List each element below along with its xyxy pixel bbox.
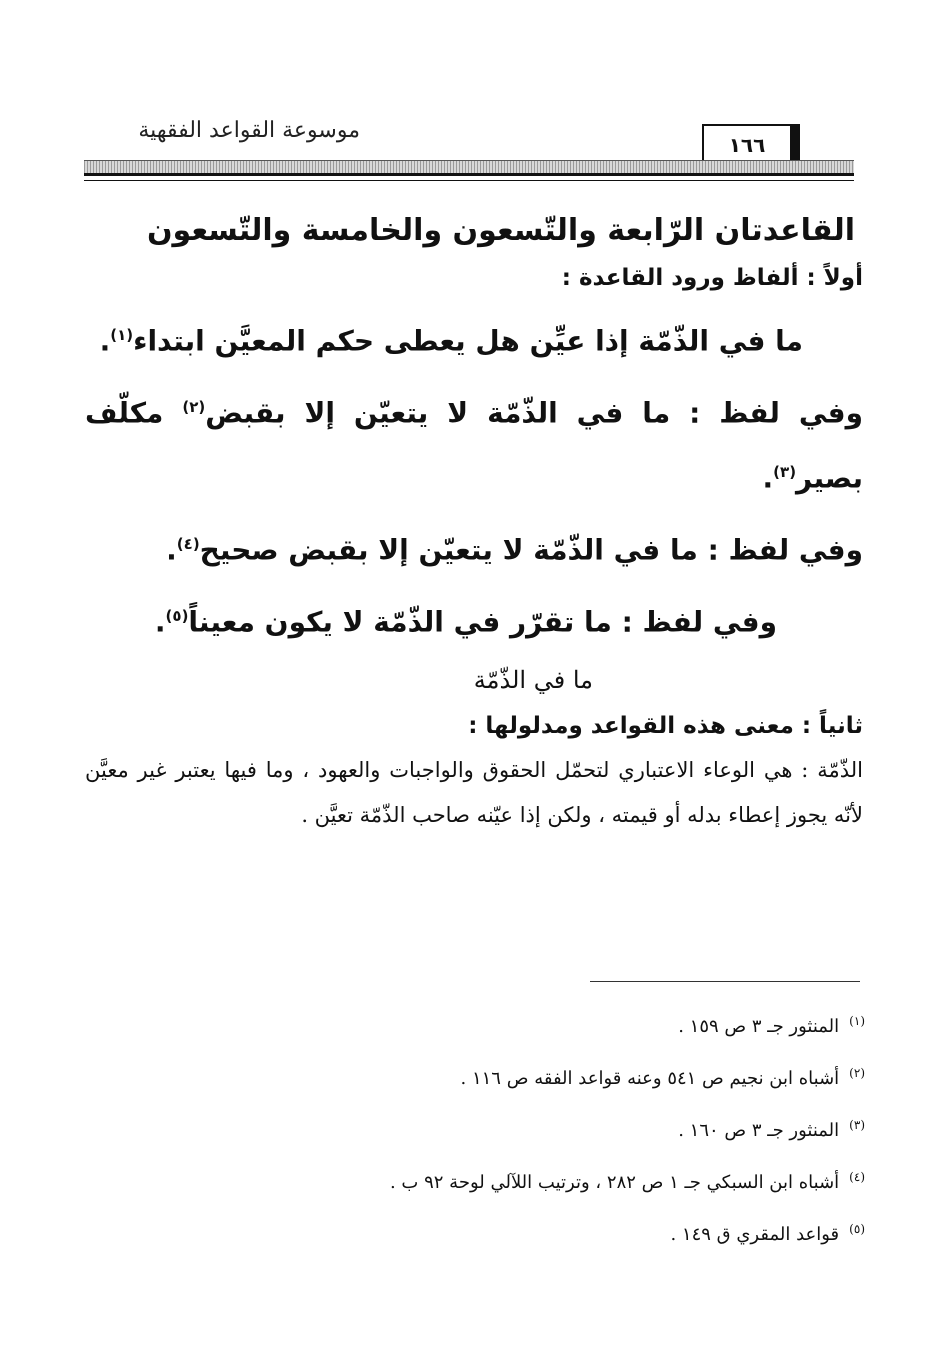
footnote-text: المنثور جـ ٣ ص ١٥٩ . xyxy=(678,1016,840,1037)
rule-title: القاعدتان الرّابعة والتّسعون والخامسة والتّسعون xyxy=(146,213,855,248)
rule-wording-tail: . xyxy=(154,605,166,639)
footnote-text: أشباه ابن السبكي جـ ١ ص ٢٨٢ ، وترتيب اللآلي لوحة ٩٢ ب . xyxy=(389,1172,840,1193)
footnote-text: أشباه ابن نجيم ص ٥٤١ وعنه قواعد الفقه ص ١١٦ . xyxy=(460,1068,840,1089)
footnote-marker: (٤) xyxy=(176,534,200,553)
footnote-item xyxy=(160,1206,865,1258)
main-content xyxy=(85,208,863,838)
rule-wording-tail: . xyxy=(99,324,111,358)
rule-wording-3 xyxy=(85,515,863,579)
rule-wording-text: وفي لفظ : ما في الذّمّة لا يتعيّن إلا بقبض xyxy=(205,396,863,430)
running-title: موسوعة القواعد الفقهية xyxy=(138,118,360,143)
footnote-number: (٥) xyxy=(849,1222,865,1236)
rule-wording-text-continued: مكلّف بصير xyxy=(85,396,863,494)
rule-wording-tail: . xyxy=(762,460,774,494)
header-rule xyxy=(84,173,854,176)
section-heading-meaning: ثانياً : معنى هذه القواعد ومدلولها : xyxy=(468,712,863,739)
header-rule-thin xyxy=(84,180,854,181)
rule-wording-4 xyxy=(85,587,863,651)
footnote-text: المنثور جـ ٣ ص ١٦٠ . xyxy=(678,1120,840,1141)
footnote-marker: (٥) xyxy=(165,607,189,626)
footnote-number: (١) xyxy=(849,1014,865,1028)
rule-wording-text: وفي لفظ : ما تقرّر في الذّمّة لا يكون معيناً xyxy=(188,605,777,639)
footnote-marker: (٣) xyxy=(773,462,797,481)
rule-wording-tail: . xyxy=(166,533,177,567)
footnote-text: قواعد المقري ق ١٤٩ . xyxy=(670,1224,840,1245)
footnote-separator xyxy=(590,981,860,982)
explanation-paragraph: الذّمّة : هي الوعاء الاعتباري لتحمّل الحقوق والواجبات والعهود ، وما فيها يعتبر غير معيَّن لأنّه يجوز إعطاء بدله أو قيمته ، ولكن إذا عيّنه صاحب الذّمّة تعيَّن . xyxy=(85,757,863,827)
page-number: ١٦٦ xyxy=(702,124,792,166)
footnotes-list xyxy=(160,998,865,1258)
rule-wording-text: ما في الذّمّة إذا عيِّن هل يعطى حكم المعيَّن ابتداء xyxy=(133,324,803,358)
footnote-marker: (٢) xyxy=(182,398,206,417)
rule-wording-text: وفي لفظ : ما في الذّمّة لا يتعيّن إلا بقبض صحيح xyxy=(199,533,863,567)
footnote-item xyxy=(160,998,865,1050)
footnote-item xyxy=(160,1050,865,1102)
footnote-item xyxy=(160,1154,865,1206)
footnote-number: (٣) xyxy=(849,1118,865,1132)
footnote-item xyxy=(160,1102,865,1154)
rule-caption: ما في الذّمّة xyxy=(473,665,593,694)
rule-wording-1 xyxy=(85,306,863,370)
rule-wording-2 xyxy=(85,378,863,507)
section-heading-wording: أولاً : ألفاظ ورود القاعدة : xyxy=(561,265,863,291)
footnote-marker: (١) xyxy=(110,326,134,344)
header-band xyxy=(84,160,854,173)
footnote-number: (٢) xyxy=(849,1066,865,1080)
footnote-number: (٤) xyxy=(849,1170,865,1184)
